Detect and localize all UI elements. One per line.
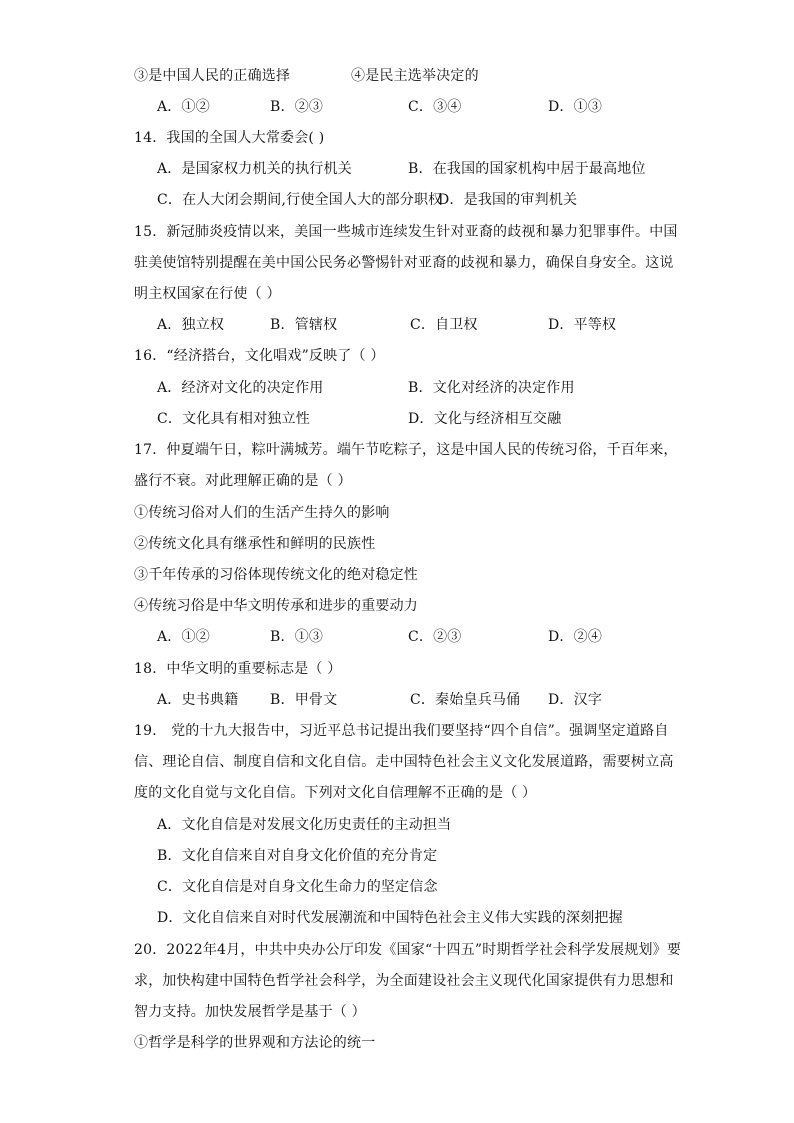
- q14-stem: 14．我国的全国人大常委会( ): [134, 130, 325, 146]
- q13-option-c: C．③④: [408, 99, 462, 115]
- q17-option-a: A．①②: [157, 629, 210, 645]
- q15-option-a: A．独立权: [157, 317, 225, 333]
- q17-statement-3: ③千年传承的习俗体现传统文化的绝对稳定性: [134, 567, 418, 583]
- q17-stem-line1: 17．仲夏端午日，粽叶满城芳。端午节吃粽子，这是中国人民的传统习俗，千百年来，: [134, 442, 678, 458]
- q19-option-c: C．文化自信是对自身文化生命力的坚定信念: [157, 879, 438, 895]
- q19-option-d: D．文化自信来自对时代发展潮流和中国特色社会主义伟大实践的深刻把握: [157, 910, 623, 926]
- q16-option-d: D．文化与经济相互交融: [408, 411, 562, 427]
- q20-stem-line1: 20．2022年4月，中共中央办公厅印发《国家“十四五”时期哲学社会科学发展规划》要: [134, 942, 682, 958]
- q14-option-c: C．在人大闭会期间,行使全国人大的部分职权: [157, 192, 443, 208]
- q19-stem-line3: 度的文化自觉与文化自信。下列对文化自信理解不正确的是（ ）: [134, 785, 537, 801]
- q18-stem: 18．中华文明的重要标志是（ ）: [134, 661, 342, 677]
- q15-option-d: D．平等权: [548, 317, 617, 333]
- q13-option-b: B．②③: [270, 99, 324, 115]
- q14-option-b: B．在我国的国家机构中居于最高地位: [408, 161, 646, 177]
- q18-option-a: A．史书典籍: [157, 692, 239, 708]
- q17-statement-1: ①传统习俗对人们的生活产生持久的影响: [134, 505, 390, 521]
- q20-statement-1: ①哲学是科学的世界观和方法论的统一: [134, 1035, 376, 1051]
- q16-option-a: A．经济对文化的决定作用: [157, 380, 324, 396]
- q16-option-c: C．文化具有相对独立性: [157, 411, 310, 427]
- q15-stem-line1: 15．新冠肺炎疫情以来，美国一些城市连续发生针对亚裔的歧视和暴力犯罪事件。中国: [134, 224, 678, 240]
- q13-option-a: A．①②: [157, 99, 210, 115]
- q17-option-c: C．②③: [408, 629, 462, 645]
- q20-stem-line3: 智力支持。加快发展哲学是基于（ ）: [134, 1004, 366, 1020]
- q19-stem-line1: 19． 党的十九大报告中，习近平总书记提出我们要坚持“四个自信”。强调坚定道路自: [134, 723, 669, 739]
- q15-stem-line2: 驻美使馆特别提醒在美中国公民务必警惕针对亚裔的歧视和暴力，确保自身安全。这说: [134, 255, 674, 271]
- q16-option-b: B．文化对经济的决定作用: [408, 380, 575, 396]
- q17-statement-2: ②传统文化具有继承性和鲜明的民族性: [134, 536, 376, 552]
- q18-option-c: C．秦始皇兵马俑: [410, 692, 521, 708]
- q18-option-d: D．汉字: [548, 692, 603, 708]
- q15-stem-line3: 明主权国家在行使（ ）: [134, 286, 281, 302]
- q17-statement-4: ④传统习俗是中华文明传承和进步的重要动力: [134, 598, 418, 614]
- q20-stem-line2: 求，加快构建中国特色哲学社会科学，为全面建设社会主义现代化国家提供有力思想和: [134, 973, 674, 989]
- statement-3: ③是中国人民的正确选择: [134, 68, 291, 84]
- q18-option-b: B．甲骨文: [270, 692, 338, 708]
- q19-option-a: A．文化自信是对发展文化历史责任的主动担当: [157, 817, 452, 833]
- q19-option-b: B．文化自信来自对自身文化价值的充分肯定: [157, 848, 438, 864]
- q14-option-d: D．是我国的审判机关: [438, 192, 578, 208]
- q15-option-c: C．自卫权: [410, 317, 478, 333]
- q13-option-d: D．①③: [548, 99, 603, 115]
- q16-stem: 16．“经济搭台，文化唱戏”反映了（ ）: [134, 348, 385, 364]
- q17-stem-line2: 盛行不衰。对此理解正确的是（ ）: [134, 473, 352, 489]
- q14-option-a: A．是国家权力机关的执行机关: [157, 161, 352, 177]
- q17-option-b: B．①③: [270, 629, 324, 645]
- q19-stem-line2: 信、理论自信、制度自信和文化自信。走中国特色社会主义文化发展道路，需要树立高: [134, 754, 674, 770]
- q15-option-b: B．管辖权: [270, 317, 338, 333]
- statement-4: ④是民主选举决定的: [351, 68, 479, 84]
- q17-option-d: D．②④: [548, 629, 603, 645]
